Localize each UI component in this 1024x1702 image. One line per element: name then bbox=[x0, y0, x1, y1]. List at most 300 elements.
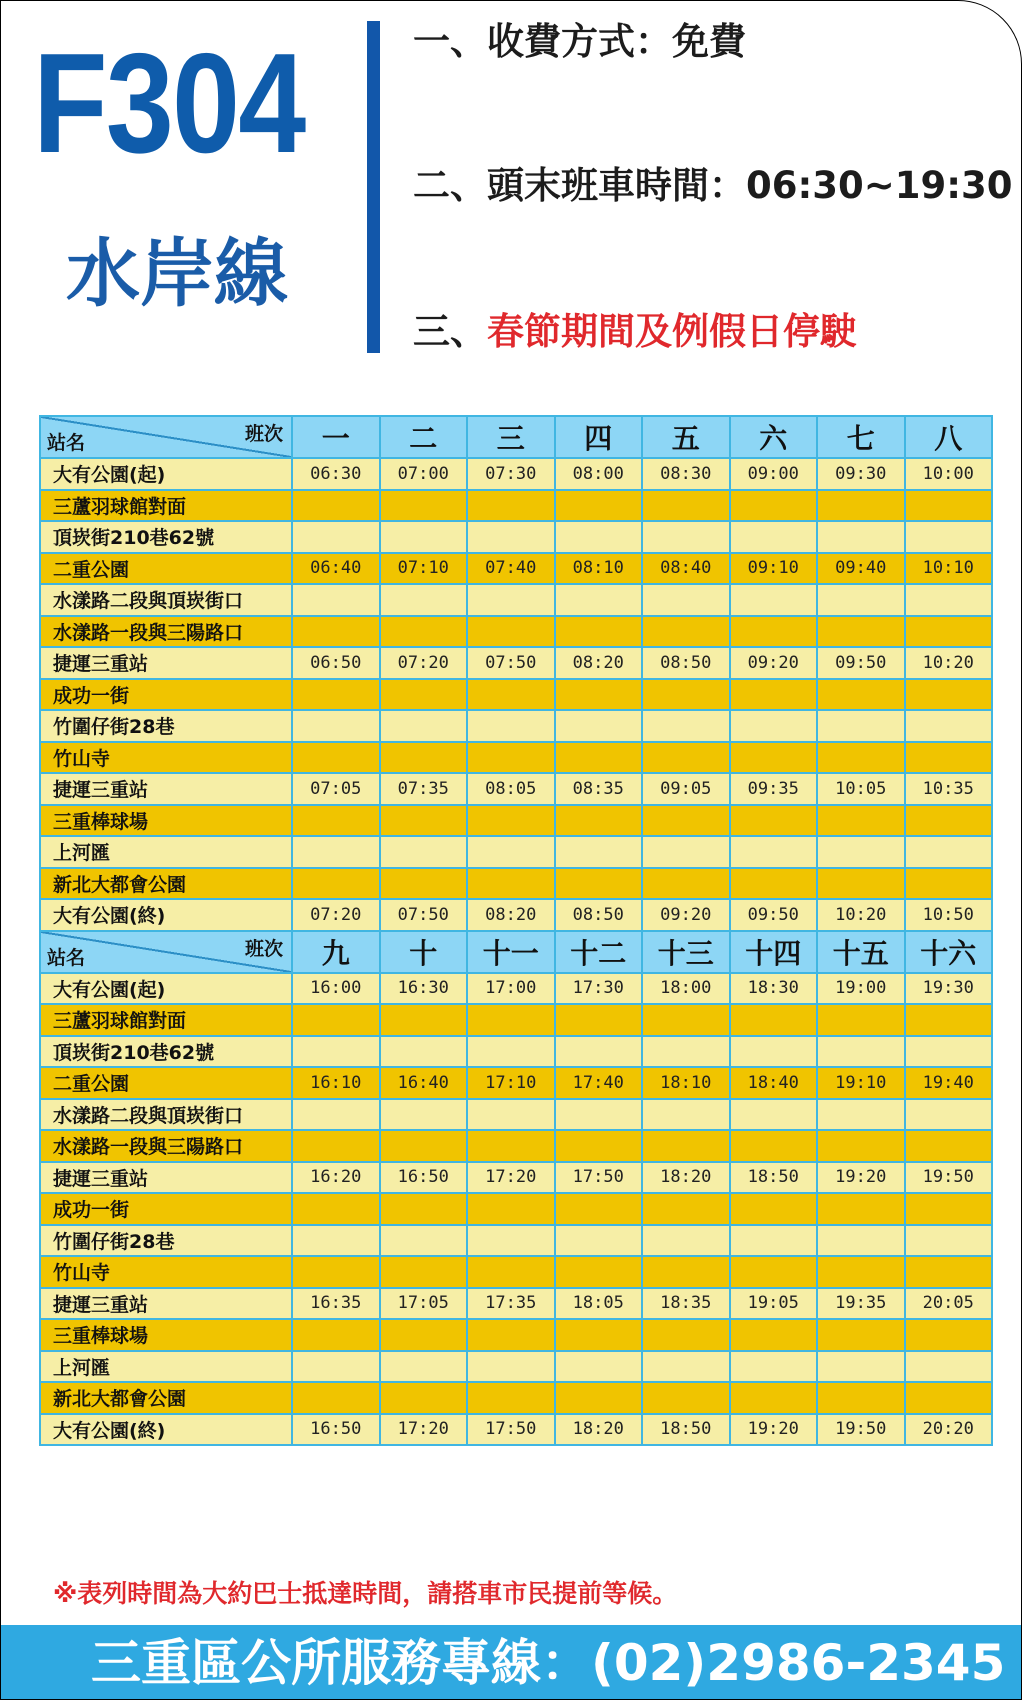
departure-time bbox=[905, 679, 993, 711]
station-name: 三重棒球場 bbox=[40, 805, 292, 837]
station-name: 竹圍仔街28巷 bbox=[40, 1225, 292, 1257]
departure-time: 17:05 bbox=[380, 1288, 468, 1320]
trip-column-label: 班次 bbox=[244, 937, 283, 960]
departure-time bbox=[555, 1225, 643, 1257]
departure-time bbox=[292, 679, 380, 711]
departure-time: 19:30 bbox=[905, 973, 993, 1005]
departure-time bbox=[817, 1319, 905, 1351]
departure-time bbox=[905, 1193, 993, 1225]
departure-time bbox=[817, 1036, 905, 1068]
header-corner-cell bbox=[40, 931, 292, 973]
departure-time: 17:40 bbox=[555, 1067, 643, 1099]
departure-time bbox=[642, 616, 730, 648]
departure-time bbox=[730, 805, 818, 837]
departure-time bbox=[555, 1351, 643, 1383]
departure-time: 16:20 bbox=[292, 1162, 380, 1194]
departure-time bbox=[642, 1256, 730, 1288]
departure-time bbox=[555, 805, 643, 837]
table-row bbox=[40, 458, 992, 490]
table-row bbox=[40, 1225, 992, 1257]
table-row bbox=[40, 490, 992, 522]
departure-time: 07:20 bbox=[380, 647, 468, 679]
departure-time: 07:40 bbox=[467, 553, 555, 585]
departure-time: 08:00 bbox=[555, 458, 643, 490]
trip-number: 十四 bbox=[730, 931, 818, 973]
departure-time: 19:10 bbox=[817, 1067, 905, 1099]
departure-time bbox=[380, 679, 468, 711]
departure-time bbox=[817, 584, 905, 616]
departure-time bbox=[642, 1319, 730, 1351]
departure-time bbox=[380, 1382, 468, 1414]
departure-time bbox=[642, 1193, 730, 1225]
station-name: 大有公園(起) bbox=[40, 973, 292, 1005]
departure-time bbox=[467, 521, 555, 553]
departure-time bbox=[380, 1319, 468, 1351]
departure-time: 17:20 bbox=[467, 1162, 555, 1194]
departure-time bbox=[380, 584, 468, 616]
departure-time bbox=[555, 521, 643, 553]
departure-time: 09:30 bbox=[817, 458, 905, 490]
station-name: 上河匯 bbox=[40, 836, 292, 868]
departure-time: 07:05 bbox=[292, 773, 380, 805]
station-name: 捷運三重站 bbox=[40, 1288, 292, 1320]
info-fare-text: 收費方式：免費 bbox=[487, 20, 746, 63]
station-name: 水漾路二段與頂崁街口 bbox=[40, 1099, 292, 1131]
trip-number: 二 bbox=[380, 416, 468, 458]
departure-time bbox=[817, 805, 905, 837]
departure-time: 10:05 bbox=[817, 773, 905, 805]
station-name: 竹圍仔街28巷 bbox=[40, 710, 292, 742]
departure-time: 17:00 bbox=[467, 973, 555, 1005]
departure-time: 06:30 bbox=[292, 458, 380, 490]
departure-time: 09:10 bbox=[730, 553, 818, 585]
departure-time bbox=[817, 742, 905, 774]
table-row bbox=[40, 1067, 992, 1099]
departure-time: 18:10 bbox=[642, 1067, 730, 1099]
station-name: 捷運三重站 bbox=[40, 773, 292, 805]
station-name: 頂崁街210巷62號 bbox=[40, 1036, 292, 1068]
departure-time bbox=[467, 1256, 555, 1288]
station-name: 三蘆羽球館對面 bbox=[40, 490, 292, 522]
service-hotline-text: 三重區公所服務專線：(02)2986-2345 bbox=[91, 1634, 1006, 1692]
departure-time bbox=[905, 710, 993, 742]
departure-time: 07:10 bbox=[380, 553, 468, 585]
trip-header-row bbox=[40, 416, 992, 458]
departure-time bbox=[730, 1004, 818, 1036]
trip-number: 六 bbox=[730, 416, 818, 458]
table-row bbox=[40, 1351, 992, 1383]
departure-time bbox=[555, 490, 643, 522]
departure-time bbox=[730, 521, 818, 553]
trip-number: 五 bbox=[642, 416, 730, 458]
departure-time bbox=[380, 742, 468, 774]
departure-time bbox=[642, 1036, 730, 1068]
departure-time bbox=[905, 616, 993, 648]
departure-time bbox=[905, 1256, 993, 1288]
trip-number: 一 bbox=[292, 416, 380, 458]
departure-time: 07:00 bbox=[380, 458, 468, 490]
departure-time: 08:20 bbox=[555, 647, 643, 679]
departure-time bbox=[467, 742, 555, 774]
departure-time: 18:40 bbox=[730, 1067, 818, 1099]
table-row bbox=[40, 616, 992, 648]
departure-time bbox=[292, 1130, 380, 1162]
departure-time bbox=[292, 1382, 380, 1414]
departure-time: 16:00 bbox=[292, 973, 380, 1005]
departure-time bbox=[905, 1004, 993, 1036]
departure-time bbox=[905, 521, 993, 553]
table-row bbox=[40, 1256, 992, 1288]
departure-time bbox=[380, 1225, 468, 1257]
departure-time bbox=[642, 742, 730, 774]
info-service-hours: 二、頭末班車時間：06:30~19:30 bbox=[413, 164, 1013, 207]
departure-time bbox=[380, 805, 468, 837]
departure-time bbox=[642, 1382, 730, 1414]
departure-time bbox=[292, 1036, 380, 1068]
departure-time: 18:05 bbox=[555, 1288, 643, 1320]
departure-time bbox=[292, 836, 380, 868]
departure-time: 16:10 bbox=[292, 1067, 380, 1099]
departure-time bbox=[467, 836, 555, 868]
departure-time bbox=[817, 1382, 905, 1414]
departure-time bbox=[730, 679, 818, 711]
departure-time bbox=[467, 1036, 555, 1068]
departure-time bbox=[380, 1099, 468, 1131]
departure-time bbox=[817, 521, 905, 553]
departure-time: 17:10 bbox=[467, 1067, 555, 1099]
departure-time bbox=[555, 1382, 643, 1414]
departure-time: 17:35 bbox=[467, 1288, 555, 1320]
departure-time bbox=[467, 584, 555, 616]
trip-number: 十五 bbox=[817, 931, 905, 973]
departure-time bbox=[730, 1256, 818, 1288]
departure-time: 09:05 bbox=[642, 773, 730, 805]
trip-number: 十六 bbox=[905, 931, 993, 973]
departure-time: 18:00 bbox=[642, 973, 730, 1005]
departure-time: 06:50 bbox=[292, 647, 380, 679]
departure-time: 18:30 bbox=[730, 973, 818, 1005]
departure-time bbox=[555, 1256, 643, 1288]
departure-time: 18:50 bbox=[642, 1414, 730, 1446]
departure-time bbox=[380, 616, 468, 648]
trip-number: 十三 bbox=[642, 931, 730, 973]
departure-time bbox=[905, 1351, 993, 1383]
departure-time: 08:20 bbox=[467, 899, 555, 931]
trip-number: 四 bbox=[555, 416, 643, 458]
departure-time: 18:20 bbox=[555, 1414, 643, 1446]
departure-time: 08:30 bbox=[642, 458, 730, 490]
departure-time bbox=[730, 1193, 818, 1225]
departure-time: 07:30 bbox=[467, 458, 555, 490]
station-name: 頂崁街210巷62號 bbox=[40, 521, 292, 553]
departure-time: 19:50 bbox=[905, 1162, 993, 1194]
departure-time: 09:40 bbox=[817, 553, 905, 585]
station-name: 新北大都會公園 bbox=[40, 868, 292, 900]
departure-time bbox=[292, 584, 380, 616]
trip-number: 十一 bbox=[467, 931, 555, 973]
departure-time bbox=[905, 742, 993, 774]
table-row bbox=[40, 773, 992, 805]
departure-time bbox=[817, 1256, 905, 1288]
departure-time bbox=[817, 1193, 905, 1225]
departure-time bbox=[292, 616, 380, 648]
station-name: 竹山寺 bbox=[40, 742, 292, 774]
departure-time: 17:20 bbox=[380, 1414, 468, 1446]
departure-time bbox=[905, 1319, 993, 1351]
departure-time bbox=[467, 1319, 555, 1351]
departure-time: 08:50 bbox=[555, 899, 643, 931]
departure-time bbox=[730, 1319, 818, 1351]
service-hotline-banner bbox=[1, 1625, 1022, 1700]
departure-time: 19:20 bbox=[730, 1414, 818, 1446]
departure-time bbox=[642, 1130, 730, 1162]
departure-time bbox=[380, 490, 468, 522]
departure-time bbox=[905, 1382, 993, 1414]
departure-time bbox=[467, 710, 555, 742]
departure-time bbox=[292, 1193, 380, 1225]
departure-time: 09:50 bbox=[817, 647, 905, 679]
header-corner-cell bbox=[40, 416, 292, 458]
info-fare: 一、收費方式：免費 bbox=[413, 20, 746, 63]
station-name: 二重公園 bbox=[40, 1067, 292, 1099]
table-row bbox=[40, 710, 992, 742]
departure-time: 17:50 bbox=[467, 1414, 555, 1446]
departure-time bbox=[817, 1351, 905, 1383]
departure-time: 19:20 bbox=[817, 1162, 905, 1194]
table-row bbox=[40, 742, 992, 774]
departure-time bbox=[292, 710, 380, 742]
departure-time bbox=[555, 1036, 643, 1068]
departure-time bbox=[292, 742, 380, 774]
departure-time: 19:35 bbox=[817, 1288, 905, 1320]
departure-time bbox=[730, 490, 818, 522]
departure-time bbox=[555, 1004, 643, 1036]
departure-time bbox=[380, 868, 468, 900]
timetable bbox=[39, 415, 993, 1446]
departure-time bbox=[730, 836, 818, 868]
departure-time bbox=[467, 1225, 555, 1257]
station-name: 成功一街 bbox=[40, 1193, 292, 1225]
departure-time bbox=[380, 710, 468, 742]
departure-time bbox=[905, 836, 993, 868]
table-row bbox=[40, 1162, 992, 1194]
departure-time: 10:10 bbox=[905, 553, 993, 585]
departure-time bbox=[642, 710, 730, 742]
departure-time: 16:50 bbox=[380, 1162, 468, 1194]
departure-time bbox=[467, 1004, 555, 1036]
station-name: 二重公園 bbox=[40, 553, 292, 585]
route-code: F304 bbox=[33, 24, 305, 183]
station-name: 水漾路一段與三陽路口 bbox=[40, 616, 292, 648]
departure-time: 18:50 bbox=[730, 1162, 818, 1194]
departure-time bbox=[292, 490, 380, 522]
departure-time bbox=[730, 1036, 818, 1068]
departure-time bbox=[380, 521, 468, 553]
table-row bbox=[40, 1414, 992, 1446]
departure-time bbox=[292, 1004, 380, 1036]
station-name: 水漾路二段與頂崁街口 bbox=[40, 584, 292, 616]
timetable-body bbox=[40, 416, 992, 1445]
departure-time bbox=[817, 1099, 905, 1131]
departure-time bbox=[642, 1351, 730, 1383]
departure-time: 08:05 bbox=[467, 773, 555, 805]
departure-time bbox=[467, 679, 555, 711]
departure-time bbox=[292, 805, 380, 837]
departure-time: 09:00 bbox=[730, 458, 818, 490]
station-name: 上河匯 bbox=[40, 1351, 292, 1383]
departure-time bbox=[555, 1130, 643, 1162]
departure-time: 09:20 bbox=[642, 899, 730, 931]
trip-number: 八 bbox=[905, 416, 993, 458]
station-name: 三重棒球場 bbox=[40, 1319, 292, 1351]
departure-time bbox=[905, 1225, 993, 1257]
departure-time bbox=[642, 584, 730, 616]
departure-time: 06:40 bbox=[292, 553, 380, 585]
departure-time: 08:40 bbox=[642, 553, 730, 585]
departure-time: 09:20 bbox=[730, 647, 818, 679]
route-name: 水岸線 bbox=[66, 231, 288, 317]
table-row bbox=[40, 973, 992, 1005]
departure-time bbox=[292, 1351, 380, 1383]
table-row bbox=[40, 1319, 992, 1351]
departure-time: 19:05 bbox=[730, 1288, 818, 1320]
departure-time bbox=[905, 1099, 993, 1131]
departure-time: 08:50 bbox=[642, 647, 730, 679]
departure-time: 10:00 bbox=[905, 458, 993, 490]
departure-time bbox=[817, 710, 905, 742]
table-row bbox=[40, 1130, 992, 1162]
departure-time: 09:50 bbox=[730, 899, 818, 931]
departure-time: 10:50 bbox=[905, 899, 993, 931]
table-row bbox=[40, 1099, 992, 1131]
departure-time: 18:35 bbox=[642, 1288, 730, 1320]
departure-time bbox=[730, 1099, 818, 1131]
departure-time bbox=[467, 805, 555, 837]
departure-time: 19:50 bbox=[817, 1414, 905, 1446]
departure-time bbox=[817, 1225, 905, 1257]
departure-time bbox=[817, 616, 905, 648]
departure-time: 16:35 bbox=[292, 1288, 380, 1320]
departure-time bbox=[730, 742, 818, 774]
trip-column-label: 班次 bbox=[244, 423, 283, 445]
table-row bbox=[40, 679, 992, 711]
departure-time bbox=[817, 868, 905, 900]
departure-time bbox=[467, 1193, 555, 1225]
departure-time bbox=[730, 584, 818, 616]
departure-time bbox=[467, 1382, 555, 1414]
departure-time bbox=[380, 1036, 468, 1068]
departure-time: 07:35 bbox=[380, 773, 468, 805]
table-row bbox=[40, 1382, 992, 1414]
departure-time: 09:35 bbox=[730, 773, 818, 805]
info-service-hours-text: 頭末班車時間：06:30~19:30 bbox=[487, 164, 1013, 207]
departure-time bbox=[555, 584, 643, 616]
departure-time bbox=[555, 679, 643, 711]
header-divider bbox=[367, 21, 380, 353]
departure-time bbox=[905, 490, 993, 522]
departure-time bbox=[380, 1004, 468, 1036]
departure-time bbox=[905, 1130, 993, 1162]
departure-time: 17:50 bbox=[555, 1162, 643, 1194]
departure-time: 07:50 bbox=[380, 899, 468, 931]
departure-time bbox=[817, 490, 905, 522]
departure-time bbox=[292, 868, 380, 900]
departure-time: 16:40 bbox=[380, 1067, 468, 1099]
departure-time bbox=[642, 805, 730, 837]
departure-time bbox=[905, 584, 993, 616]
trip-header-row bbox=[40, 931, 992, 973]
departure-time bbox=[467, 868, 555, 900]
departure-time bbox=[817, 1130, 905, 1162]
table-row bbox=[40, 836, 992, 868]
departure-time bbox=[642, 679, 730, 711]
departure-time bbox=[555, 1193, 643, 1225]
departure-time bbox=[555, 836, 643, 868]
table-row bbox=[40, 584, 992, 616]
departure-time: 10:35 bbox=[905, 773, 993, 805]
departure-time: 08:10 bbox=[555, 553, 643, 585]
departure-time bbox=[292, 1256, 380, 1288]
arrival-note: ※表列時間為大約巴士抵達時間，請搭車市民提前等候。 bbox=[53, 1579, 678, 1608]
departure-time bbox=[467, 616, 555, 648]
departure-time bbox=[292, 1225, 380, 1257]
table-row bbox=[40, 1288, 992, 1320]
table-row bbox=[40, 1036, 992, 1068]
departure-time bbox=[380, 1130, 468, 1162]
info-suspension-text: 春節期間及例假日停駛 bbox=[487, 310, 857, 353]
departure-time: 18:20 bbox=[642, 1162, 730, 1194]
departure-time bbox=[730, 1225, 818, 1257]
departure-time: 08:35 bbox=[555, 773, 643, 805]
departure-time bbox=[730, 1351, 818, 1383]
table-row bbox=[40, 553, 992, 585]
table-row bbox=[40, 1193, 992, 1225]
departure-time bbox=[905, 1036, 993, 1068]
departure-time bbox=[642, 490, 730, 522]
departure-time bbox=[730, 710, 818, 742]
departure-time: 20:05 bbox=[905, 1288, 993, 1320]
info-suspension: 三、春節期間及例假日停駛 bbox=[413, 310, 857, 353]
departure-time: 16:30 bbox=[380, 973, 468, 1005]
departure-time: 16:50 bbox=[292, 1414, 380, 1446]
departure-time: 07:20 bbox=[292, 899, 380, 931]
departure-time bbox=[905, 868, 993, 900]
station-name: 捷運三重站 bbox=[40, 647, 292, 679]
departure-time bbox=[817, 836, 905, 868]
table-row bbox=[40, 868, 992, 900]
departure-time bbox=[642, 836, 730, 868]
departure-time bbox=[642, 1225, 730, 1257]
table-row bbox=[40, 899, 992, 931]
departure-time bbox=[730, 1130, 818, 1162]
departure-time bbox=[817, 679, 905, 711]
departure-time bbox=[905, 805, 993, 837]
trip-number: 九 bbox=[292, 931, 380, 973]
departure-time bbox=[380, 1256, 468, 1288]
departure-time bbox=[730, 616, 818, 648]
departure-time bbox=[642, 1099, 730, 1131]
departure-time bbox=[555, 1319, 643, 1351]
departure-time bbox=[467, 1130, 555, 1162]
departure-time bbox=[555, 1099, 643, 1131]
departure-time bbox=[642, 521, 730, 553]
station-name: 成功一街 bbox=[40, 679, 292, 711]
station-column-label: 站名 bbox=[47, 432, 86, 454]
departure-time bbox=[555, 710, 643, 742]
station-name: 大有公園(終) bbox=[40, 1414, 292, 1446]
departure-time: 07:50 bbox=[467, 647, 555, 679]
station-column-label: 站名 bbox=[47, 946, 86, 969]
